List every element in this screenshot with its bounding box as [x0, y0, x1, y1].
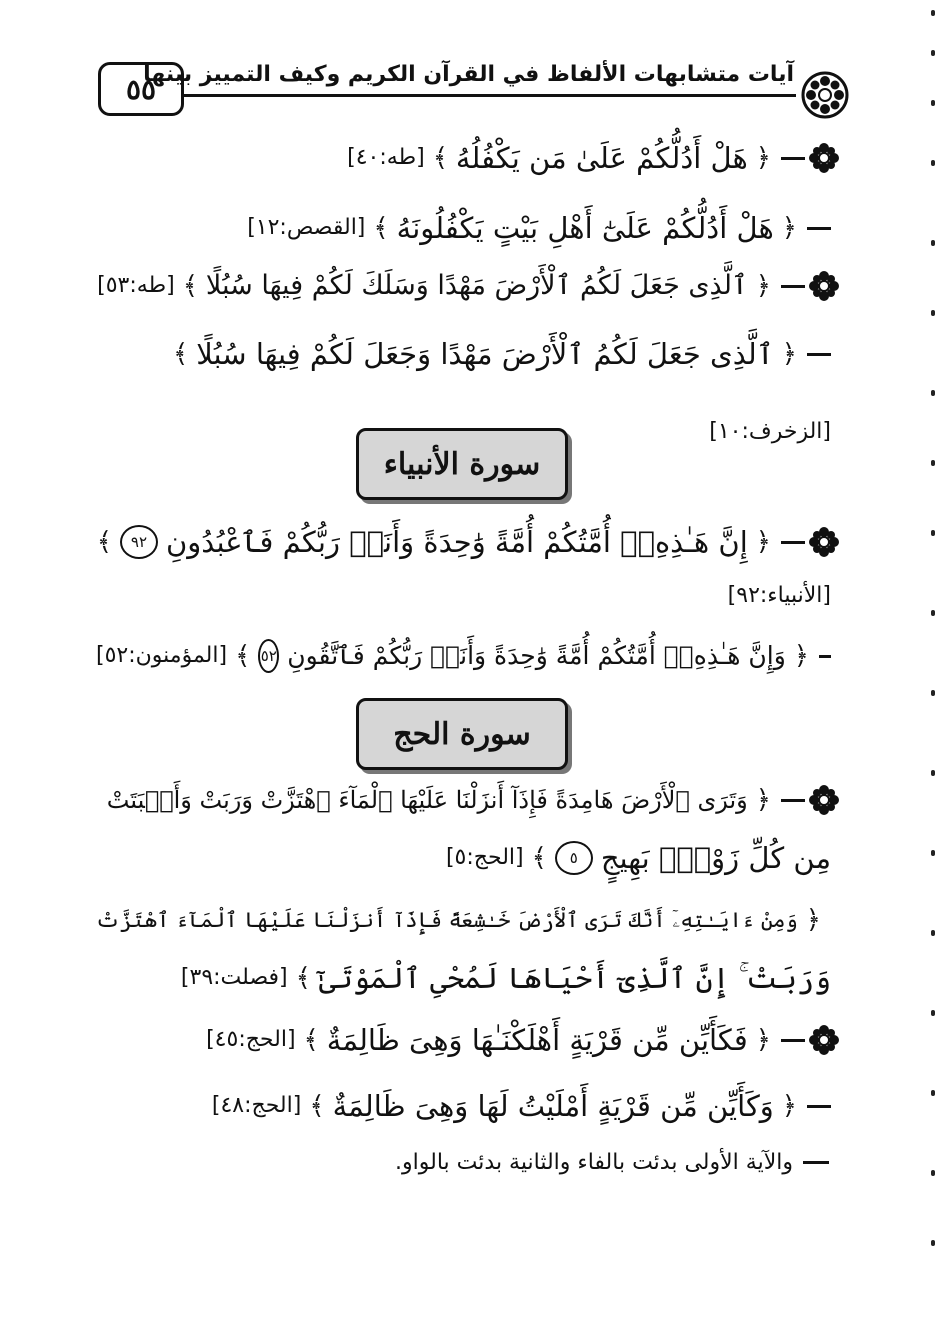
ornate-bracket-open: ﴿	[755, 143, 771, 173]
verse-line-1	[96, 136, 841, 180]
surah-title-anbiya: سورة الأنبياء	[356, 428, 568, 500]
explanatory-note	[395, 1150, 831, 1175]
verse-line-3	[96, 264, 841, 308]
ornate-bracket-open: ﴿	[781, 213, 797, 243]
dash	[781, 285, 805, 288]
ornate-bracket-open: ﴿	[781, 1091, 797, 1121]
verse-reference: [الحج:٤٥]	[206, 1027, 296, 1052]
flower-bullet-icon	[807, 783, 841, 817]
dash	[781, 799, 805, 802]
dash	[781, 1039, 805, 1042]
flower-bullet-icon	[807, 525, 841, 559]
verse-text: إِنَّ هَـٰذِهِۦٓ أُمَّتُكُمْ أُمَّةً وَٰحِدَةً وَأَنَا۠ رَبُّكُمْ فَٱعْبُدُونِ	[165, 525, 748, 559]
dash	[819, 655, 831, 658]
surah-title-hajj: سورة الحج	[356, 698, 568, 770]
ornate-bracket-open: ﴿	[781, 339, 797, 369]
verse-reference: [طه:٤٠]	[347, 145, 425, 170]
verse-reference: [الحج:٥]	[445, 845, 524, 870]
dash	[807, 1105, 831, 1108]
verse-reference: [طه:٥٣]	[97, 273, 175, 298]
entry-marker	[779, 269, 841, 303]
ornate-bracket-open: ﴿	[793, 641, 810, 671]
verse-text: وَإِنَّ هَـٰذِهِۦٓ أُمَّتُكُمْ أُمَّةً وَٰحِدَةً وَأَنَا۠ رَبُّكُمْ فَٱتَّقُونِ	[287, 641, 786, 670]
ornate-bracket-close: ﴾	[173, 339, 189, 369]
ornate-bracket-close: ﴾	[96, 527, 112, 557]
verse-line-2	[96, 206, 833, 250]
verse-reference: [الأنبياء:٩٢]	[727, 583, 831, 608]
ornate-bracket-open: ﴿	[755, 785, 771, 815]
verse-text: ٱلَّذِى جَعَلَ لَكُمُ ٱلْأَرْضَ مَهْدًا وَسَلَكَ لَكُمْ فِيهَا سُبُلًا	[205, 270, 748, 301]
ayah-number-marker: ٥٢	[258, 639, 279, 673]
verse-reference: [الحج:٤٨]	[211, 1093, 302, 1118]
ornate-bracket-close: ﴾	[531, 843, 547, 873]
rosette-ornament-icon	[800, 70, 850, 120]
verse-line-6	[96, 634, 833, 678]
ornate-bracket-close: ﴾	[373, 213, 389, 243]
entry-marker	[779, 1023, 841, 1057]
page-header	[92, 60, 852, 120]
dash	[807, 353, 831, 356]
verse-text: وَمِنْ ءَايَـٰتِهِۦٓ أَنَّكَ تَرَى ٱلْأَرْضَ خَـٰشِعَةً فَإِذَآ أَنزَلْنَا عَلَيْهَا ٱلْمَآءَ ٱهْتَزَّتْ	[95, 908, 798, 932]
verse-line-5	[96, 520, 841, 564]
binding-dots	[927, 10, 935, 1250]
ornate-bracket-close: ﴾	[295, 963, 311, 993]
verse-text: وَكَأَيِّن مِّن قَرْيَةٍ أَمْلَيْتُ لَهَا وَهِىَ ظَالِمَةٌ	[332, 1089, 774, 1123]
flower-bullet-icon	[807, 269, 841, 303]
verse-line-8	[96, 898, 833, 942]
verse-line-7	[96, 778, 841, 822]
dash	[803, 1161, 829, 1164]
verse-reference: [الزخرف:١٠]	[709, 419, 831, 444]
header-rule	[184, 94, 796, 97]
dash	[807, 227, 831, 230]
ornate-bracket-open: ﴿	[805, 905, 821, 935]
ornate-bracket-close: ﴾	[235, 641, 251, 671]
verse-line-5-ref	[96, 574, 831, 618]
ornate-bracket-close: ﴾	[182, 271, 198, 301]
verse-line-4	[96, 332, 833, 376]
entry-marker	[779, 525, 841, 559]
flower-bullet-icon	[807, 141, 841, 175]
ornate-bracket-close: ﴾	[432, 143, 448, 173]
ornate-bracket-open: ﴿	[755, 527, 771, 557]
ornate-bracket-close: ﴾	[309, 1091, 325, 1121]
ayah-number-marker: ٩٢	[120, 525, 158, 559]
verse-line-8-cont	[96, 956, 831, 1000]
dash	[781, 157, 805, 160]
verse-line-10	[96, 1084, 833, 1128]
verse-text: وَرَبَتْ ۚ إِنَّ ٱلَّذِىٓ أَحْيَاهَا لَمُحْىِ ٱلْمَوْتَىٰٓ	[318, 961, 831, 995]
ornate-bracket-close: ﴾	[303, 1025, 319, 1055]
verse-line-7-cont	[96, 836, 831, 880]
page-number: ٥٥	[98, 62, 184, 116]
entry-marker	[779, 783, 841, 817]
flower-bullet-icon	[807, 1023, 841, 1057]
verse-text: وَتَرَى ٱلْأَرْضَ هَامِدَةً فَإِذَآ أَنزَلْنَا عَلَيْهَا ٱلْمَآءَ ٱهْتَزَّتْ وَرَبَتْ وَأَنۢبَتَتْ	[106, 786, 748, 814]
note-text: والآية الأولى بدئت بالفاء والثانية بدئت بالواو.	[395, 1150, 793, 1175]
verse-text: ٱلَّذِى جَعَلَ لَكُمُ ٱلْأَرْضَ مَهْدًا وَجَعَلَ لَكُمْ فِيهَا سُبُلًا	[196, 337, 774, 371]
ornate-bracket-open: ﴿	[755, 1025, 771, 1055]
verse-reference: [القصص:١٢]	[247, 215, 366, 240]
verse-reference: [المؤمنون:٥٢]	[96, 643, 228, 668]
ornate-bracket-open: ﴿	[755, 271, 771, 301]
entry-marker	[779, 141, 841, 175]
ayah-number-marker: ٥	[555, 841, 593, 875]
verse-text: هَلْ أَدُلُّكُمْ عَلَىٰٓ أَهْلِ بَيْتٍ يَكْفُلُونَهُ	[396, 211, 774, 245]
verse-text: هَلْ أَدُلُّكُمْ عَلَىٰ مَن يَكْفُلُهُ	[455, 141, 748, 175]
dash	[781, 541, 805, 544]
verse-line-9	[96, 1018, 841, 1062]
verse-text: مِن كُلِّ زَوْجٍۭ بَهِيجٍ	[600, 841, 831, 875]
verse-text: فَكَأَيِّن مِّن قَرْيَةٍ أَهْلَكْنَـٰهَا وَهِىَ ظَالِمَةٌ	[326, 1023, 748, 1057]
running-title: آيات متشابهات الألفاظ في القرآن الكريم وكيف التمييز بينها	[143, 62, 794, 87]
verse-reference: [فصلت:٣٩]	[180, 965, 288, 990]
